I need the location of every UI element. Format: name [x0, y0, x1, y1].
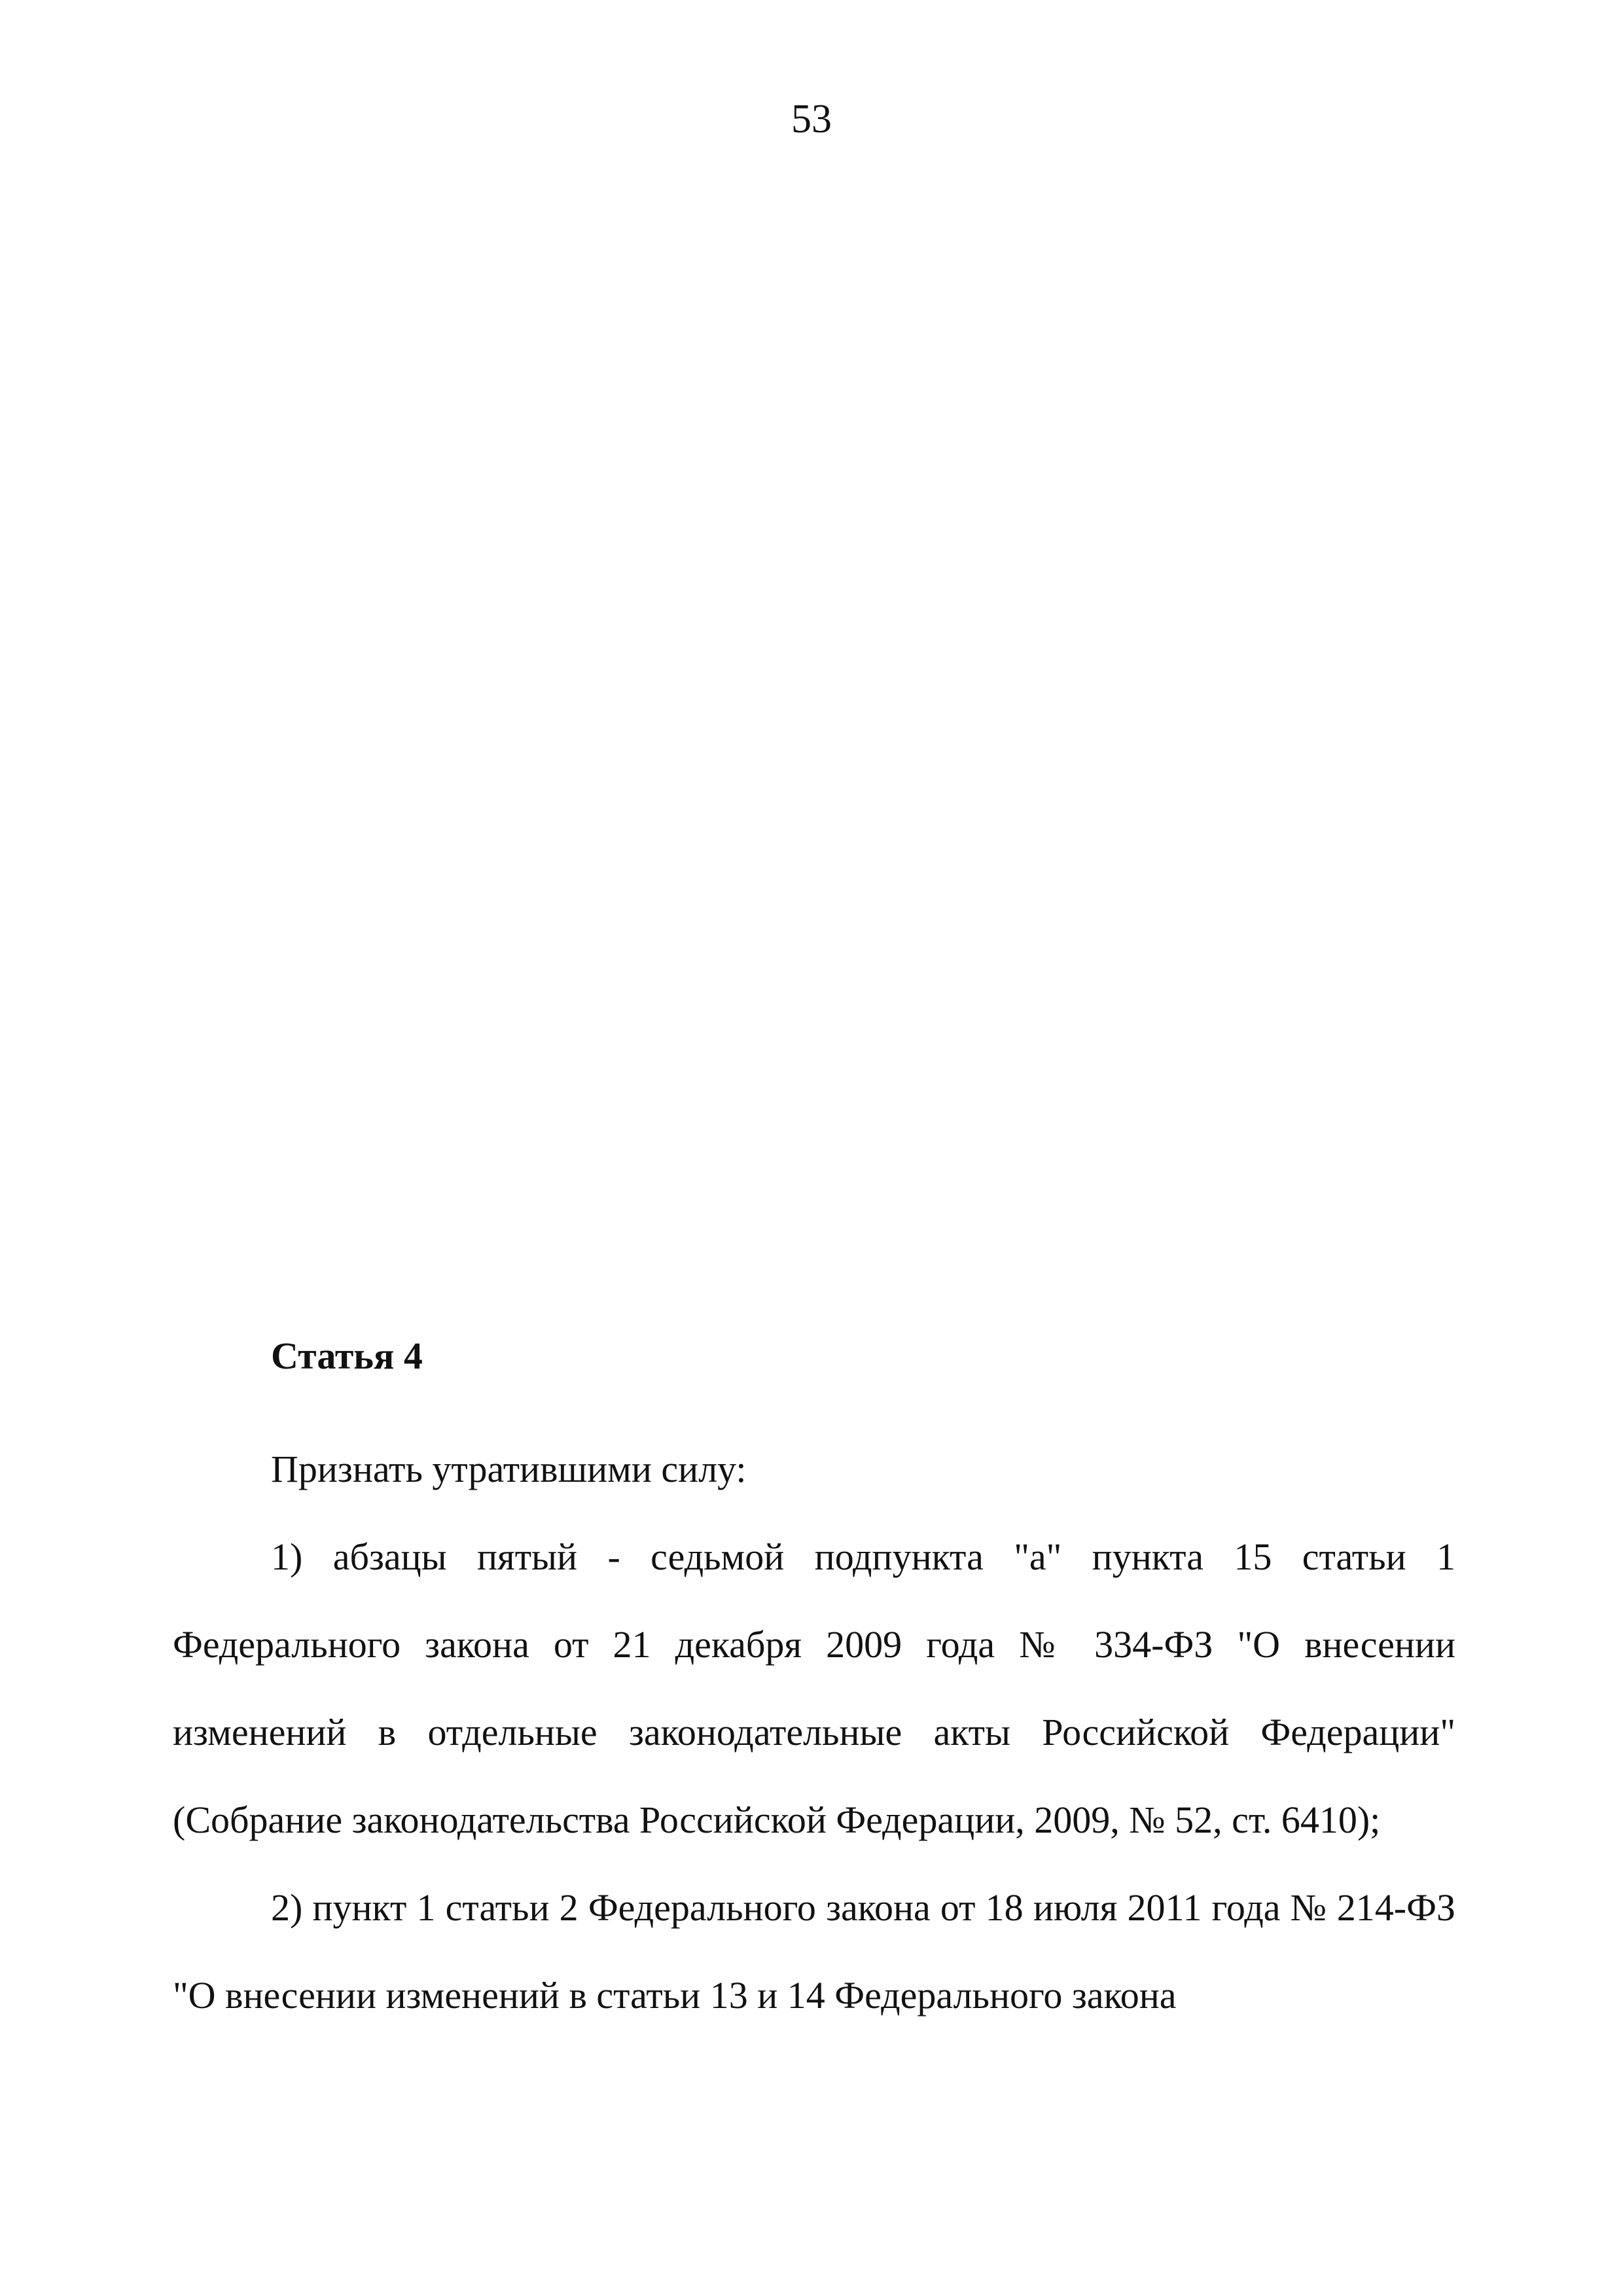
page-number: 53 — [791, 97, 832, 141]
article-item-2: 2) пункт 1 статьи 2 Федерального закона от 18 июля 2011 года № 214-ФЗ "О внесении изменений в статьи 13 и 14 Федерального закона — [173, 1886, 1455, 2017]
article-title: Статья 4 — [271, 1335, 423, 1377]
article-intro: Признать утратившими силу: — [271, 1448, 747, 1490]
article-item-1: 1) абзацы пятый - седьмой подпункта "а" пункта 15 статьи 1 Федерального закона от 21 декабря 2009 года № 334-ФЗ "О внесении изменений в отдельные законодательные акты Российской Федерации" (Собрание законодательства Российской Федерации, 2009, № 52, ст. 6410); — [173, 1535, 1455, 1841]
article-body — [173, 1330, 1455, 2039]
